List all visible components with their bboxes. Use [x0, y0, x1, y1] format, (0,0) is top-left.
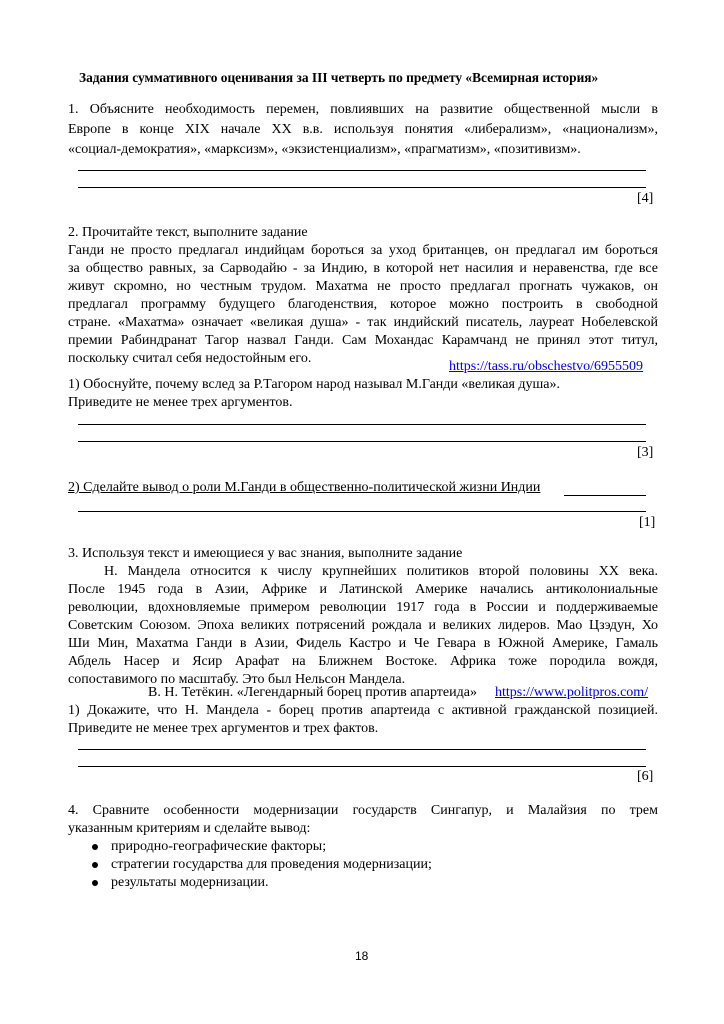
task1-line-3: «социал-демократия», «марксизм», «экзистенциализм», «прагматизм», «позитивизм». — [68, 142, 581, 157]
task3-text-line: революции, вдохновляемые примером революции 1917 года в России и поддерживаемые — [68, 600, 658, 615]
page-number: 18 — [355, 949, 369, 963]
answer-line[interactable] — [78, 766, 646, 767]
task3-heading: 3. Используя текст и имеющиеся у вас знания, выполните задание — [68, 546, 463, 561]
task2-text-line: живут скромно, но честным трудом. Махатма не просто предлагал прогнать чужаков, он — [68, 279, 658, 294]
task2-source-link[interactable]: https://tass.ru/obschestvo/6955509 — [449, 359, 644, 374]
bullet-icon — [92, 862, 98, 868]
task1-line-1: 1. Объясните необходимость перемен, повлиявших на развитие общественной мысли в — [68, 102, 658, 117]
task2-q1-line-2: Приведите не менее трех аргументов. — [68, 395, 293, 410]
task2-text-line: премии Рабиндранат Тагор назвал Ганди. Сам Мохандас Карамчанд не принял этот титул, — [68, 333, 658, 348]
answer-line[interactable] — [78, 187, 646, 188]
task2-heading: 2. Прочитайте текст, выполните задание — [68, 225, 308, 240]
answer-line[interactable] — [78, 424, 646, 425]
task2-text-line: поскольку считал себя недостойным его. — [68, 351, 312, 366]
task3-source-link[interactable]: https://www.politpros.com/ — [495, 685, 649, 700]
task3-text-line: Н. Мандела относится к числу крупнейших политиков второй половины XX века. — [104, 564, 658, 579]
task2-q2: 2) Сделайте вывод о роли М.Ганди в общественно-политической жизни Индии — [68, 480, 541, 495]
task3-score: [6] — [637, 769, 654, 784]
task1-line-2: Европе в конце XIX начале XX в.в. используя понятия «либерализм», «национализм», — [68, 122, 658, 137]
task3-text-line: сопоставимого по масштабу. Это был Нельсон Мандела. — [68, 672, 406, 687]
task3-text-line: После 1945 года в Азии, Африке и Латинской Америке начались антиколониальные — [68, 582, 658, 597]
task2-q2-score: [1] — [639, 515, 656, 530]
answer-line[interactable] — [78, 170, 646, 171]
answer-line[interactable] — [78, 749, 646, 750]
task3-text-line: Советским Союзом. Эпоха великих потрясений рождала и великих лидеров. Мао Цзэдун, Хо — [68, 618, 658, 633]
task1-score: [4] — [637, 191, 654, 206]
task2-q1-line-1: 1) Обоснуйте, почему вслед за Р.Тагором народ называл М.Ганди «великая душа». — [68, 377, 560, 392]
task2-text-line: предлагал программу будущего благоденствия, которое можно построить в свободной — [68, 297, 658, 312]
answer-line[interactable] — [78, 441, 646, 442]
task4-bullet-item: результаты модернизации. — [111, 875, 269, 890]
task2-text-line: Ганди не просто предлагал индийцам бороться за уход британцев, он предлагал им бороться — [68, 243, 658, 258]
bullet-icon — [92, 844, 98, 850]
task4-bullet-item: природно-географические факторы; — [111, 839, 327, 854]
task4-line-2: указанным критериям и сделайте вывод: — [68, 821, 311, 836]
answer-line[interactable] — [564, 495, 646, 496]
task2-q1-score: [3] — [637, 445, 654, 460]
task2-text-line: за общество равных, за Сарводайю - за Индию, в которой нет насилия и неравенства, где все — [68, 261, 658, 276]
bullet-icon — [92, 880, 98, 886]
answer-line[interactable] — [78, 511, 646, 512]
task4-line-1: 4. Сравните особенности модернизации государств Сингапур, и Малайзия по трем — [68, 803, 658, 818]
task3-text-line: Ши Мин, Махатма Ганди в Азии, Фидель Кастро и Че Гевара в Южной Америке, Гамаль — [68, 636, 658, 651]
task4-bullet-item: стратегии государства для проведения модернизации; — [111, 857, 432, 872]
task3-source-text: В. Н. Тетёкин. «Легендарный борец против апартеида» — [148, 685, 477, 700]
task2-text-line: стране. «Махатма» означает «великая душа» - так индийский писатель, лауреат Нобелевской — [68, 315, 658, 330]
task3-q1-line-2: Приведите не менее трех аргументов и трех фактов. — [68, 721, 379, 736]
page-title: Задания суммативного оценивания за III четверть по предмету «Всемирная история» — [79, 70, 599, 85]
task3-text-line: Абдель Насер и Ясир Арафат на Ближнем Востоке. Африка тоже породила вождя, — [68, 654, 658, 669]
task3-q1-line-1: 1) Докажите, что Н. Мандела - борец против апартеида с активной гражданской позицией. — [68, 703, 658, 718]
